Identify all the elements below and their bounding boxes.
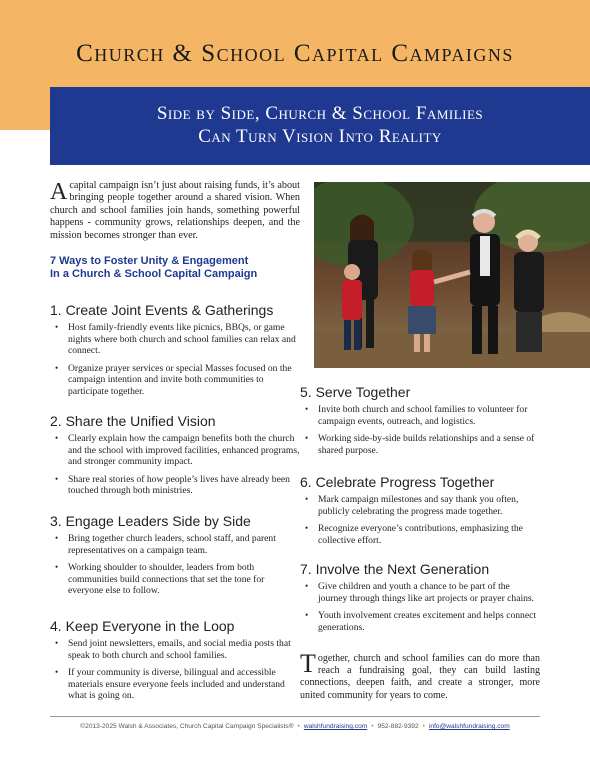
footer-phone: 952-882-9392 xyxy=(377,723,419,730)
banner-line-1: Side by Side, Church & School Families xyxy=(156,103,484,124)
intro-text: capital campaign isn’t just about raising funds, it’s about bringing people together around a shared vision. When church and school families join hands, something powerful happens - community grows, relationships deepen, and the mission becomes stronger than ever. xyxy=(50,180,300,241)
subtitle-banner xyxy=(50,87,590,165)
footer xyxy=(50,723,540,730)
section-heading: 5. Serve Together xyxy=(300,384,411,400)
footer-separator: • xyxy=(297,723,300,730)
footer-website-link[interactable]: walshfundraising.com xyxy=(303,723,368,730)
families-photo xyxy=(314,182,590,368)
section-create-joint-events xyxy=(50,302,300,404)
bullet-item: • Organize prayer services or special Masses focused on the campaign intention and invite both communities to participate together. xyxy=(68,363,300,398)
closing-paragraph xyxy=(300,649,540,702)
section-heading: 1. Create Joint Events & Gatherings xyxy=(50,302,274,318)
section-engage-leaders xyxy=(50,513,300,603)
bullet-list xyxy=(300,404,540,456)
bullet-item: • Youth involvement creates excitement and helps connect generations. xyxy=(318,610,540,633)
ways-heading xyxy=(50,255,300,281)
banner-line-2: Can Turn Vision Into Reality xyxy=(198,126,442,147)
ways-heading-line-1: 7 Ways to Foster Unity & Engagement xyxy=(50,255,249,267)
section-heading: 6. Celebrate Progress Together xyxy=(300,474,495,490)
bullet-item: • Send joint newsletters, emails, and social media posts that speak to both church and school families. xyxy=(68,638,300,661)
section-keep-in-loop xyxy=(50,618,300,708)
section-serve-together xyxy=(300,384,540,462)
bullet-item: • If your community is diverse, bilingual and accessible materials ensure everyone feels included and understand what is going on. xyxy=(68,667,300,702)
bullet-list xyxy=(50,638,300,702)
section-heading: 2. Share the Unified Vision xyxy=(50,413,216,429)
bullet-list xyxy=(300,581,540,633)
bullet-item: • Give children and youth a chance to be part of the journey through things like art projects or prayer chains. xyxy=(318,581,540,604)
bullet-list xyxy=(50,533,300,597)
closing-dropcap: T xyxy=(300,649,316,678)
footer-copyright: ©2013-2025 Walsh & Associates, Church Capital Campaign Specialists® xyxy=(80,723,294,730)
bullet-item: • Clearly explain how the campaign benefits both the church and the school with improved facilities, enhanced programs, and stronger community impact. xyxy=(68,433,300,468)
bullet-list xyxy=(300,494,540,546)
section-heading: 7. Involve the Next Generation xyxy=(300,561,490,577)
page-title: Church & School Capital Campaigns xyxy=(76,40,514,67)
intro-paragraph xyxy=(50,180,300,242)
bullet-item: • Bring together church leaders, school staff, and parent representatives on a campaign team. xyxy=(68,533,300,556)
bullet-item: • Mark campaign milestones and say thank you often, publicly celebrating the progress made together. xyxy=(318,494,540,517)
footer-separator: • xyxy=(422,723,425,730)
section-share-vision xyxy=(50,413,300,503)
section-celebrate-progress xyxy=(300,474,540,552)
intro-dropcap: A xyxy=(50,179,68,205)
bullet-item: • Invite both church and school families to volunteer for campaign events, outreach, and logistics. xyxy=(318,404,540,427)
section-heading: 4. Keep Everyone in the Loop xyxy=(50,618,235,634)
families-photo-illustration xyxy=(314,182,590,368)
bullet-item: • Host family-friendly events like picnics, BBQs, or game nights where both church and school families can relax and connect. xyxy=(68,322,300,357)
section-next-generation xyxy=(300,561,540,639)
bullet-item: • Working shoulder to shoulder, leaders from both communities build connections that set the tone for everyone else to follow. xyxy=(68,562,300,597)
footer-divider xyxy=(50,716,540,717)
bullet-item: • Recognize everyone’s contributions, emphasizing the collective effort. xyxy=(318,523,540,546)
bullet-item: • Working side-by-side builds relationships and a sense of shared purpose. xyxy=(318,433,540,456)
closing-text: ogether, church and school families can do more than reach a fundraising goal, they can build lasting connections, deepen faith, and create a stronger, more united community for years to come. xyxy=(300,653,540,701)
bullet-list xyxy=(50,433,300,497)
ways-heading-line-2: In a Church & School Capital Campaign xyxy=(50,268,258,280)
footer-email-link[interactable]: info@walshfundraising.com xyxy=(428,723,510,730)
bullet-list xyxy=(50,322,300,398)
bullet-item: • Share real stories of how people’s lives have already been touched through both ministries. xyxy=(68,474,300,497)
section-heading: 3. Engage Leaders Side by Side xyxy=(50,513,251,529)
footer-separator: • xyxy=(371,723,374,730)
